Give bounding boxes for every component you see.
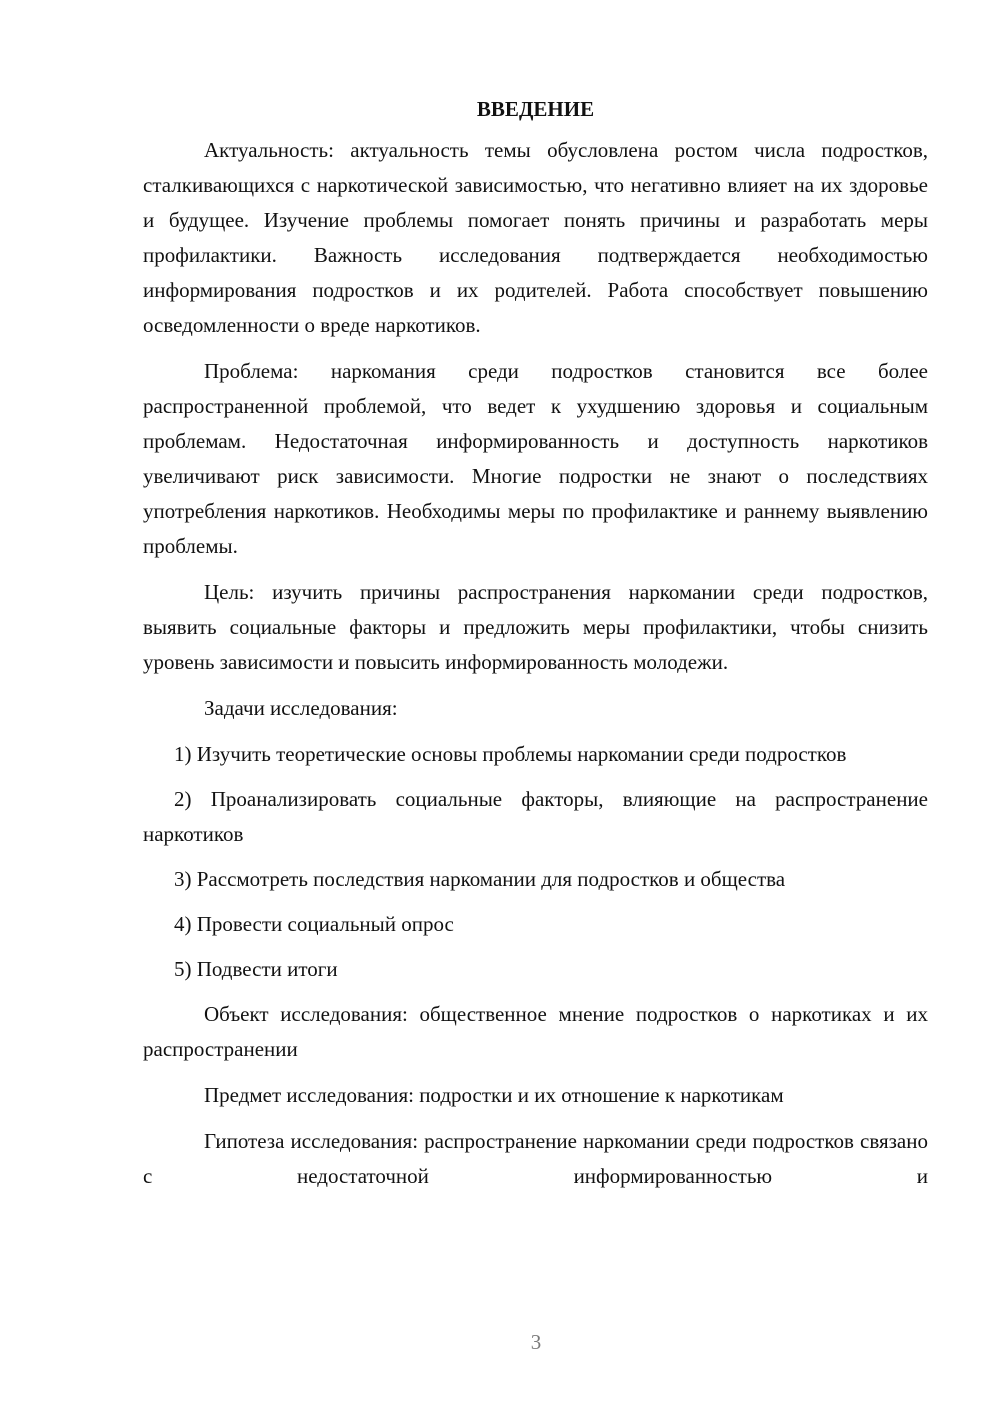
task-item-4: 4) Провести социальный опрос [174,912,454,936]
tasks-heading: Задачи исследования: [204,696,398,720]
problem-paragraph: Проблема: наркомания среди подростков становится все более распространенной проблемой, что ведет к ухудшению здоровья и социальным проблемам. Недостаточная информированность и доступность наркотиков увеличивают риск зависимости. Многие подростки не знают о последствиях употребления наркотиков. Необходимы меры по профилактике и раннему выявлению проблемы. [143,359,928,558]
task-item-3: 3) Рассмотреть последствия наркомании для подростков и общества [174,867,786,891]
document-page [143,88,928,1205]
hypothesis-paragraph: Гипотеза исследования: распространение наркомании среди подростков связано с недостаточной информированностью и [143,1129,928,1188]
task-item-2: 2) Проанализировать социальные факторы, влияющие на распространение наркотиков [143,787,928,846]
document-title: ВВЕДЕНИЕ [476,97,595,121]
goal-paragraph: Цель: изучить причины распространения наркомании среди подростков, выявить социальные факторы и предложить меры профилактики, чтобы снизить уровень зависимости и повысить информированность молодежи. [143,580,928,674]
subject-paragraph: Предмет исследования: подростки и их отношение к наркотикам [204,1083,784,1107]
page-number: 3 [530,1330,542,1354]
task-item-1: 1) Изучить теоретические основы проблемы наркомании среди подростков [174,742,847,766]
task-item-5: 5) Подвести итоги [174,957,338,981]
relevance-paragraph: Актуальность: актуальность темы обусловлена ростом числа подростков, сталкивающихся с наркотической зависимостью, что негативно влияет на их здоровье и будущее. Изучение проблемы помогает понять причины и разработать меры профилактики. Важность исследования подтверждается необходимостью информирования подростков и их родителей. Работа способствует повышению осведомленности о вреде наркотиков. [143,138,928,337]
object-paragraph: Объект исследования: общественное мнение подростков о наркотиках и их распространении [143,1002,928,1061]
